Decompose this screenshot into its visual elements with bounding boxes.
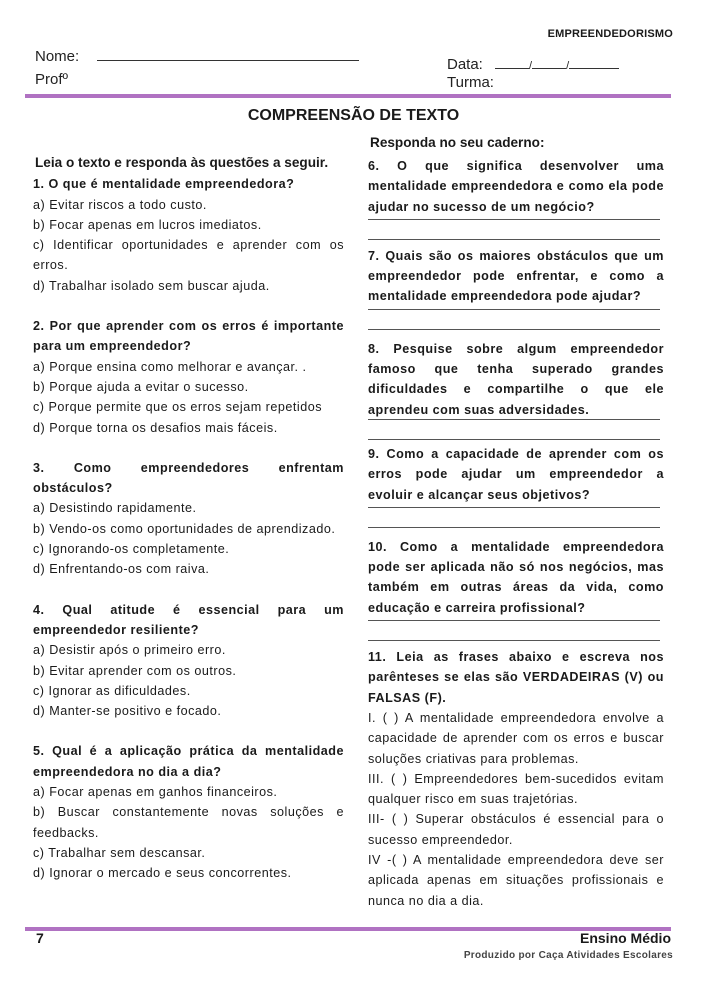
- question-3: [33, 458, 344, 580]
- date-month-line[interactable]: [532, 68, 566, 69]
- option-a[interactable]: a) Porque ensina como melhorar e avançar. .: [33, 359, 307, 374]
- answer-line[interactable]: [368, 620, 660, 621]
- option-c[interactable]: c) Identificar oportunidades e aprender com os erros.: [33, 238, 344, 273]
- question-text: 8. Pesquise sobre algum empreendedor famoso que tenha superado grandes dificuldades e compartilhe o que ele aprendeu com suas adversidades.: [368, 341, 664, 417]
- date-day-line[interactable]: [495, 68, 529, 69]
- option-d[interactable]: d) Ignorar o mercado e seus concorrentes.: [33, 866, 292, 881]
- option-b[interactable]: b) Focar apenas em lucros imediatos.: [33, 217, 262, 232]
- question-4: [33, 600, 344, 722]
- option-a[interactable]: a) Desistir após o primeiro erro.: [33, 643, 226, 658]
- question-8: [368, 339, 664, 440]
- date-label: Data:: [447, 56, 483, 73]
- answer-line[interactable]: [368, 640, 660, 641]
- question-text: 11. Leia as frases abaixo e escreva nos parênteses se elas são VERDADEIRAS (V) ou FALSAS (F).: [368, 650, 664, 705]
- date-separator: /: [566, 60, 570, 72]
- option-b[interactable]: b) Vendo-os como oportunidades de aprendizado.: [33, 521, 336, 536]
- class-label: Turma:: [447, 74, 494, 91]
- option-d[interactable]: d) Enfrentando-os com raiva.: [33, 562, 210, 577]
- option-a[interactable]: a) Desistindo rapidamente.: [33, 501, 197, 516]
- question-5: [33, 741, 344, 883]
- date-field[interactable]: [447, 56, 619, 73]
- option-b[interactable]: b) Evitar aprender com os outros.: [33, 663, 237, 678]
- option-d[interactable]: d) Porque torna os desafios mais fáceis.: [33, 420, 278, 435]
- header-divider: [25, 94, 671, 98]
- option-c[interactable]: c) Ignorando-os completamente.: [33, 542, 230, 557]
- right-instruction: Responda no seu caderno:: [370, 135, 545, 150]
- true-false-statement[interactable]: IV -( ) A mentalidade empreendedora deve ser aplicada apenas em situações profissionais e nunca no dia a dia.: [368, 853, 664, 908]
- option-c[interactable]: c) Porque permite que os erros sejam repetidos: [33, 400, 322, 415]
- page-title: COMPREENSÃO DE TEXTO: [247, 107, 460, 124]
- question-6: [368, 156, 664, 240]
- footer-divider: [25, 927, 671, 931]
- question-text: 7. Quais são os maiores obstáculos que um empreendedor pode enfrentar, e como a mentalidade empreendedora pode ajudar?: [368, 248, 664, 304]
- question-1: [33, 174, 344, 296]
- question-text: 1. O que é mentalidade empreendedora?: [33, 177, 295, 192]
- date-year-line[interactable]: [569, 68, 619, 69]
- option-d[interactable]: d) Manter-se positivo e focado.: [33, 704, 222, 719]
- option-c[interactable]: c) Trabalhar sem descansar.: [33, 845, 206, 860]
- education-level: Ensino Médio: [580, 930, 671, 946]
- question-text: 2. Por que aprender com os erros é importante para um empreendedor?: [33, 319, 344, 354]
- true-false-statement[interactable]: III- ( ) Superar obstáculos é essencial para o sucesso empreendedor.: [368, 812, 664, 847]
- answer-line[interactable]: [368, 527, 660, 528]
- page-number: 7: [36, 930, 44, 946]
- question-text: 4. Qual atitude é essencial para um empreendedor resiliente?: [33, 602, 344, 637]
- open-questions-section: [368, 156, 664, 911]
- question-11: [368, 647, 664, 911]
- true-false-statement[interactable]: I. ( ) A mentalidade empreendedora envolve a capacidade de aprender com os erros e buscar soluções criativas para problemas.: [368, 710, 664, 766]
- subject-label: EMPREENDEDORISMO: [547, 28, 673, 40]
- answer-line[interactable]: [368, 309, 660, 310]
- answer-line[interactable]: [368, 329, 660, 330]
- option-a[interactable]: a) Evitar riscos a todo custo.: [33, 197, 207, 212]
- question-9: [368, 444, 664, 528]
- credit-text: Produzido por Caça Atividades Escolares: [463, 950, 673, 961]
- option-a[interactable]: a) Focar apenas em ganhos financeiros.: [33, 785, 278, 800]
- answer-line[interactable]: [368, 507, 660, 508]
- true-false-statement[interactable]: III. ( ) Empreendedores bem-sucedidos evitam qualquer risco em suas trajetórias.: [368, 771, 664, 807]
- teacher-label: Profº: [35, 71, 68, 88]
- question-10: [368, 537, 664, 641]
- question-text: 5. Qual é a aplicação prática da mentalidade empreendedora no dia a dia?: [33, 744, 344, 779]
- multiple-choice-section: [33, 153, 344, 884]
- answer-line[interactable]: [368, 239, 660, 240]
- answer-line[interactable]: [368, 439, 660, 440]
- name-field[interactable]: [35, 48, 359, 65]
- question-text: 6. O que significa desenvolver uma mentalidade empreendedora e como ela pode ajudar no sucesso de um negócio?: [368, 159, 664, 214]
- option-b[interactable]: b) Porque ajuda a evitar o sucesso.: [33, 379, 249, 394]
- answer-line[interactable]: [368, 219, 660, 220]
- question-2: [33, 316, 344, 438]
- question-text: 10. Como a mentalidade empreendedora pode ser aplicada não só nos negócios, mas também em outras áreas da vida, como educação e carreira profissional?: [368, 539, 664, 615]
- name-label: Nome:: [35, 48, 80, 65]
- name-line[interactable]: [97, 60, 359, 61]
- option-c[interactable]: c) Ignorar as dificuldades.: [33, 683, 191, 698]
- question-text: 3. Como empreendedores enfrentam obstáculos?: [33, 460, 344, 496]
- question-7: [368, 246, 664, 330]
- option-d[interactable]: d) Trabalhar isolado sem buscar ajuda.: [33, 278, 270, 293]
- left-instruction: Leia o texto e responda às questões a seguir.: [35, 155, 329, 170]
- option-b[interactable]: b) Buscar constantemente novas soluções e feedbacks.: [33, 805, 344, 840]
- question-text: 9. Como a capacidade de aprender com os erros pode ajudar um empreendedor a evoluir e alcançar seus objetivos?: [368, 446, 664, 502]
- date-separator: /: [529, 60, 533, 72]
